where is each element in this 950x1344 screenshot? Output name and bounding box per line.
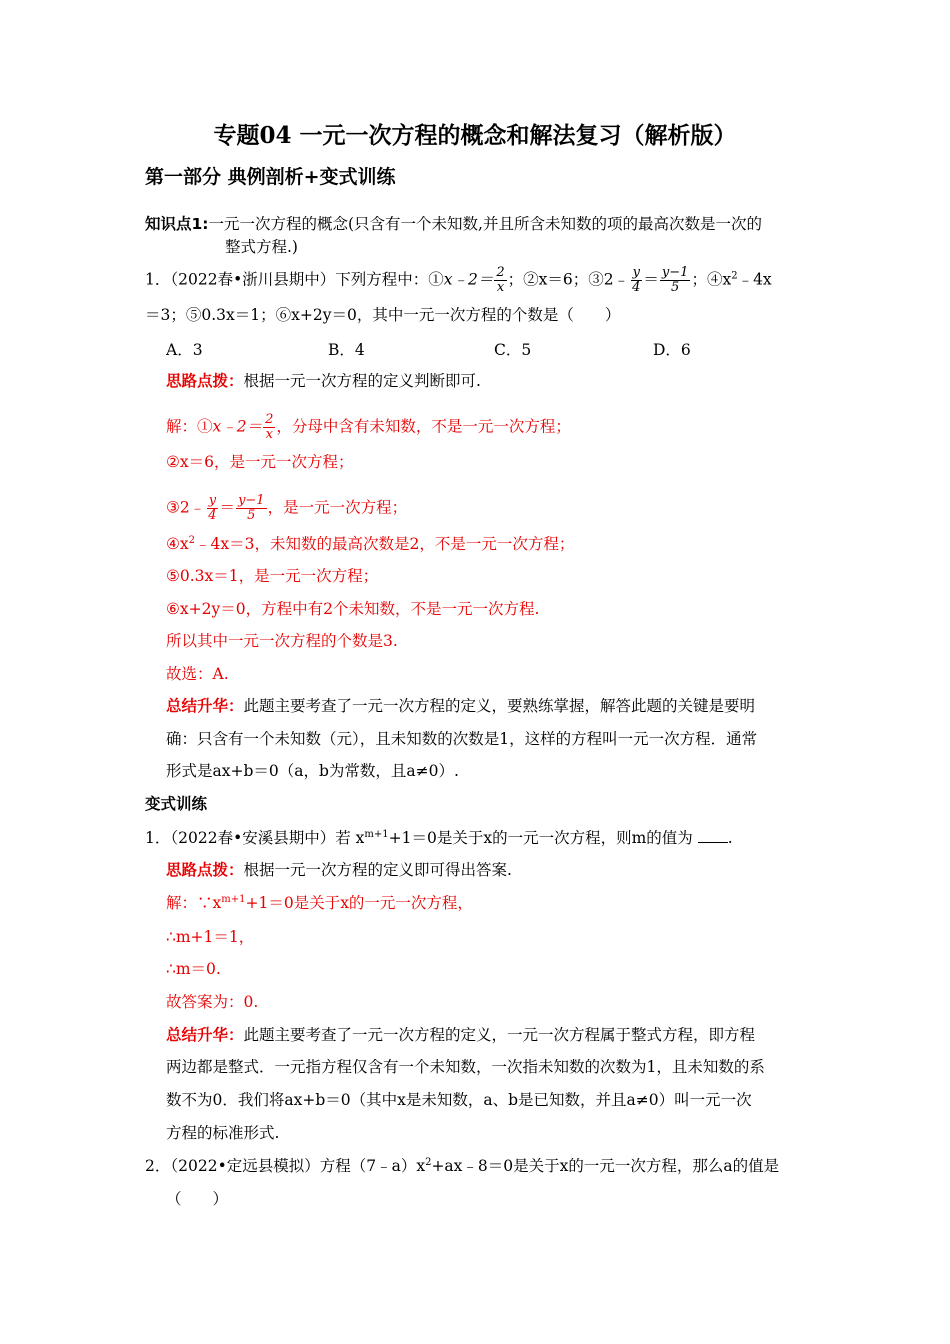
variant-question-2-line-2: （ ） [166,1190,229,1208]
section-heading: 第一部分 典例剖析+变式训练 [145,166,396,188]
summary-2-line-4: 方程的标准形式. [166,1124,280,1142]
summary-label: 总结升华： [166,697,244,715]
equation-1: x﹣2＝ [443,270,494,289]
summary-2-line-3: 数不为0．我们将ax+b＝0（其中x是未知数，a、b是已知数，并且a≠0）叫一元一次 [166,1091,752,1109]
solution-1-line-6: ⑥x+2y＝0，方程中有2个未知数，不是一元一次方程. [166,600,540,618]
equation-4: ；④x [691,270,732,289]
hint-1 [166,370,481,392]
knowledge-label: 知识点1: [145,215,209,233]
circled-number: ① [428,270,444,289]
question-number: 1． [145,270,171,289]
question-1-line-1: 1．（2022春•浙川县期中）下列方程中：①x﹣2＝ $\frac{2}{x}$ ；②x＝6；③2﹣ $\frac{y}{4}$ ＝ $\frac{y-1}{5}$ ；$④x^2﹣4x$ [145,265,772,295]
solution-1-line-2: ②x＝6，是一元一次方程； [166,453,354,471]
summary-1-line-3: 形式是ax+b＝0（a，b为常数，且a≠0）. [166,762,459,780]
question-1-line-2: ＝3；⑤0.3x＝1；⑥x+2y＝0，其中一元一次方程的个数是（ ） [145,306,621,324]
variant-question-2: 2．（2022•定远县模拟）方程$(7﹣a)x^2+ax﹣8=0$是关于x的一元一次方程，那么a的值是 [145,1156,780,1175]
solution-2-line-1: 解：$\because x^{m+1}+1=0$是关于x的一元一次方程， [166,893,473,912]
solution-1-line-4: $④x^2﹣4x=3$，未知数的最高次数是2，不是一元一次方程； [166,534,575,553]
solution-1-line-7: 所以其中一元一次方程的个数是3. [166,632,398,650]
variant-question-1: 1．（2022春•安溪县期中）若 $x^{m+1}+1=0$是关于x的一元一次方程，则m的值为 . [145,828,733,847]
option-d: D．6 [653,341,691,359]
hint-label: 思路点拨： [166,372,244,390]
question-source: （2022春•浙川县期中）下列方程中： [170,270,429,289]
knowledge-point [145,213,762,235]
knowledge-text-cont: 整式方程.) [225,238,298,256]
variant-heading: 变式训练 [145,795,208,813]
hint-2: 思路点拨：根据一元一次方程的定义即可得出答案. [166,861,512,879]
solution-2-line-3: ∴m＝0. [166,960,221,978]
separator: ； [507,270,524,289]
exponent: 2 [731,270,738,282]
summary-1-line-2: 确：只含有一个未知数（元），且未知数的次数是1，这样的方程叫一元一次方程．通常 [166,730,758,748]
equation-3: ③2﹣ [588,270,630,289]
option-a: A．3 [166,341,203,359]
summary-1-line-1: 总结升华：此题主要考查了一元一次方程的定义，要熟练掌握，解答此题的关键是要明 [166,697,756,715]
solution-1-line-8: 故选：A. [166,665,229,683]
equation-2: ②x＝6； [523,270,589,289]
solution-2-line-2: ∴m+1＝1， [166,928,255,946]
option-b: B．4 [328,341,365,359]
summary-2-line-2: 两边都是整式．一元指方程仅含有一个未知数，一次指未知数的次数为1，且未知数的系 [166,1058,765,1076]
option-c: C．5 [494,341,532,359]
fraction-y-over-4: $\frac{y}{4}$ [208,493,217,523]
solution-1-line-1: 解：①x﹣2＝ $\frac{2}{x}$ ，分母中含有未知数，不是一元一次方程； [166,412,571,442]
fraction-2-over-x: $\frac{2}{x}$ [265,412,274,442]
page-title: 专题04 一元一次方程的概念和解法复习（解析版） [213,122,737,149]
fraction-y-over-4: $\frac{y}{4}$ [632,265,641,295]
summary-2-line-1: 总结升华：此题主要考查了一元一次方程的定义，一元一次方程属于整式方程，即方程 [166,1026,756,1044]
knowledge-text: 一元一次方程的概念(只含有一个未知数,并且所含未知数的项的最高次数是一次的 [208,215,762,233]
hint-label: 思路点拨： [166,861,244,879]
fraction-2-over-x: $\frac{2}{x}$ [496,265,505,295]
solution-2-line-4: 故答案为：0. [166,993,259,1011]
solution-1-line-3: ③2﹣ $\frac{y}{4}$ ＝ $\frac{y-1}{5}$ ，是一元一次方程； [166,493,408,523]
fraction-y1-over-5: $\frac{y-1}{5}$ [661,265,689,295]
fraction-y1-over-5: $\frac{y-1}{5}$ [238,493,265,523]
answer-blank[interactable] [698,828,728,843]
summary-label: 总结升华： [166,1026,244,1044]
equation-4-tail: ﹣4x [737,270,772,289]
hint-text: 根据一元一次方程的定义判断即可. [243,372,481,390]
solution-1-line-5: ⑤0.3x＝1，是一元一次方程； [166,567,379,585]
